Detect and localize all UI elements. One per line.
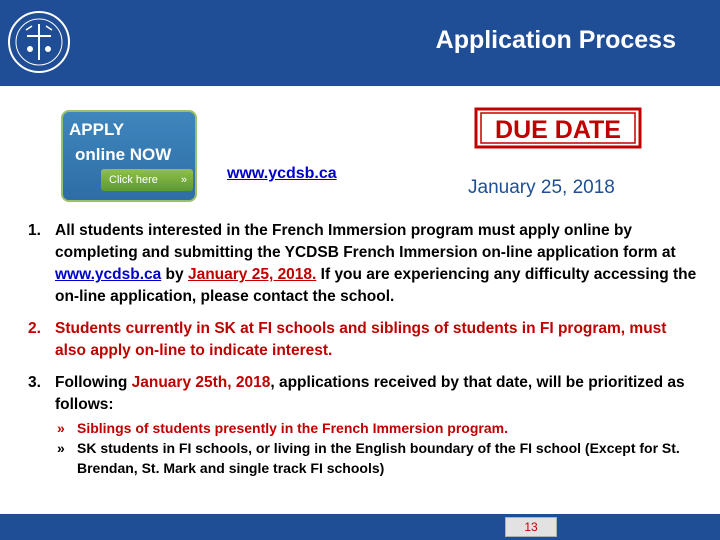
item-text: , applications received by that date, will be prioritized as follows:: [55, 374, 685, 413]
apply-label: APPLY: [69, 120, 125, 139]
page-title: Application Process: [435, 26, 676, 54]
item-number: 1.: [28, 222, 41, 239]
chevron-bullet-icon: »: [57, 440, 65, 456]
footer-bar: [0, 514, 720, 540]
due-date-text: January 25, 2018: [468, 177, 615, 198]
header-bar: [0, 0, 720, 86]
school-board-crest-icon: [6, 4, 72, 80]
click-here-button[interactable]: [101, 169, 193, 191]
item-number: 2.: [28, 320, 41, 337]
due-date-stamp-icon: [474, 107, 642, 149]
list-item: [28, 220, 698, 308]
ycdsb-inline-link[interactable]: www.ycdsb.ca: [55, 266, 162, 283]
item-text: by: [161, 266, 188, 283]
sub-list-item: [55, 418, 698, 438]
sub-item-text: Siblings of students presently in the French Immersion program.: [77, 420, 508, 436]
sub-list-item: [55, 438, 698, 478]
item-text: Students currently in SK at FI schools and siblings of students in FI program, must also apply on-line to indicate interest.: [55, 320, 667, 359]
priority-sublist: [55, 418, 698, 478]
deadline-date: January 25th, 2018: [131, 374, 271, 391]
page-number: 13: [505, 517, 557, 537]
list-item: [28, 318, 698, 362]
deadline-date: January 25, 2018.: [187, 266, 317, 283]
chevron-bullet-icon: »: [57, 420, 65, 436]
item-text: All students interested in the French Immersion program must apply online by completing and submitting the YCDSB French Immersion on-line application form at: [55, 222, 676, 261]
apply-online-now-button[interactable]: [61, 110, 197, 202]
sub-item-text: SK students in FI schools, or living in the English boundary of the FI school (Except for St. Brendan, St. Mark and single track FI schools): [77, 440, 680, 476]
instructions-list: [28, 220, 698, 478]
click-here-label: Click here: [109, 174, 158, 186]
item-text: If you are experiencing any difficulty accessing the on-line application, please contact the school.: [55, 266, 697, 305]
due-date-stamp-label: DUE DATE: [495, 116, 621, 144]
item-text: Following: [55, 374, 132, 391]
item-number: 3.: [28, 374, 41, 391]
ycdsb-link[interactable]: www.ycdsb.ca: [227, 165, 337, 182]
double-arrow-icon: »: [180, 174, 187, 186]
list-item: [28, 372, 698, 478]
online-now-label: online NOW: [75, 145, 172, 164]
